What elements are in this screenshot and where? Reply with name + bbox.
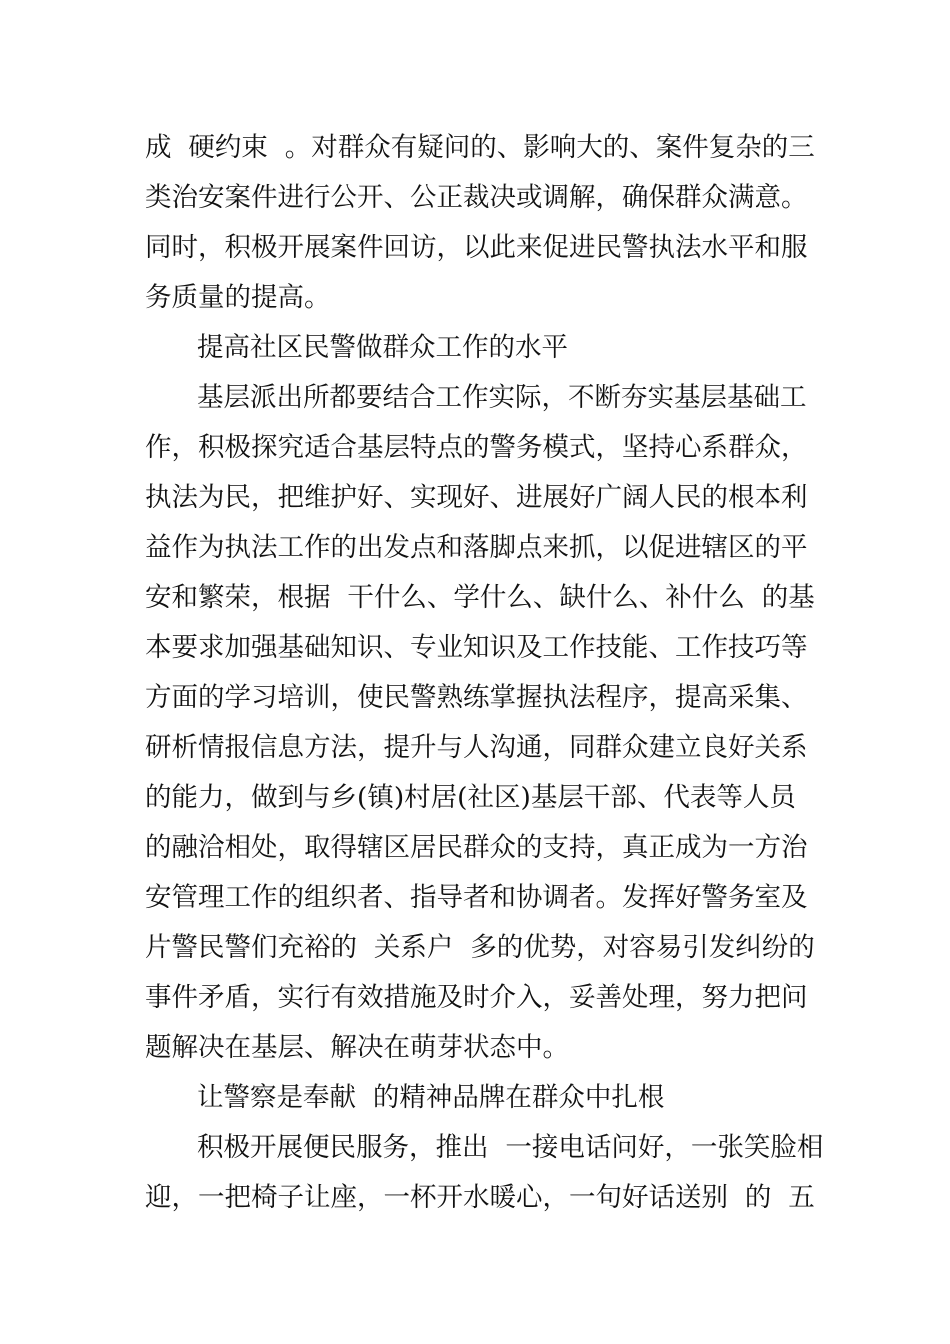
section-heading: 提高社区民警做群众工作的水平 [197,332,568,363]
text-line: 片警民警们充裕的 关系户 多的优势，对容易引发纠纷的 [145,932,815,963]
text-line: 的融洽相处，取得辖区居民群众的支持，真正成为一方治 [145,832,808,863]
text-line: 务质量的提高。 [145,282,331,313]
text-line: 本要求加强基础知识、专业知识及工作技能、工作技巧等 [145,632,808,663]
text-line: 事件矛盾，实行有效措施及时介入，妥善处理，努力把问 [145,982,808,1013]
text-line: 题解决在基层、解决在萌芽状态中。 [145,1032,569,1063]
section-heading: 让警察是奉献 的精神品牌在群众中扎根 [197,1082,665,1113]
text-line: 作，积极探究适合基层特点的警务模式，坚持心系群众， [145,432,808,463]
text-line: 安管理工作的组织者、指导者和协调者。发挥好警务室及 [145,882,808,913]
text-line: 类治安案件进行公开、公正裁决或调解，确保群众满意。 [145,182,808,213]
text-line: 同时，积极开展案件回访，以此来促进民警执法水平和服 [145,232,808,263]
text-line: 迎，一把椅子让座，一杯开水暖心，一句好话送别 的 五 [145,1182,815,1213]
text-line: 执法为民，把维护好、实现好、进展好广阔人民的根本利 [145,482,808,513]
text-line: 方面的学习培训，使民警熟练掌握执法程序，提高采集、 [145,682,808,713]
text-line: 研析情报信息方法，提升与人沟通，同群众建立良好关系 [145,732,808,763]
text-line: 基层派出所都要结合工作实际，不断夯实基层基础工 [197,382,807,413]
text-line: 积极开展便民服务，推出 一接电话问好，一张笑脸相 [197,1132,824,1163]
text-line: 的能力，做到与乡(镇)村居(社区)基层干部、代表等人员 [145,782,796,813]
text-line: 成 硬约束 。对群众有疑问的、影响大的、案件复杂的三 [145,132,815,163]
text-line: 安和繁荣，根据 干什么、学什么、缺什么、补什么 的基 [145,582,815,613]
text-line: 益作为执法工作的出发点和落脚点来抓，以促进辖区的平 [145,532,808,563]
